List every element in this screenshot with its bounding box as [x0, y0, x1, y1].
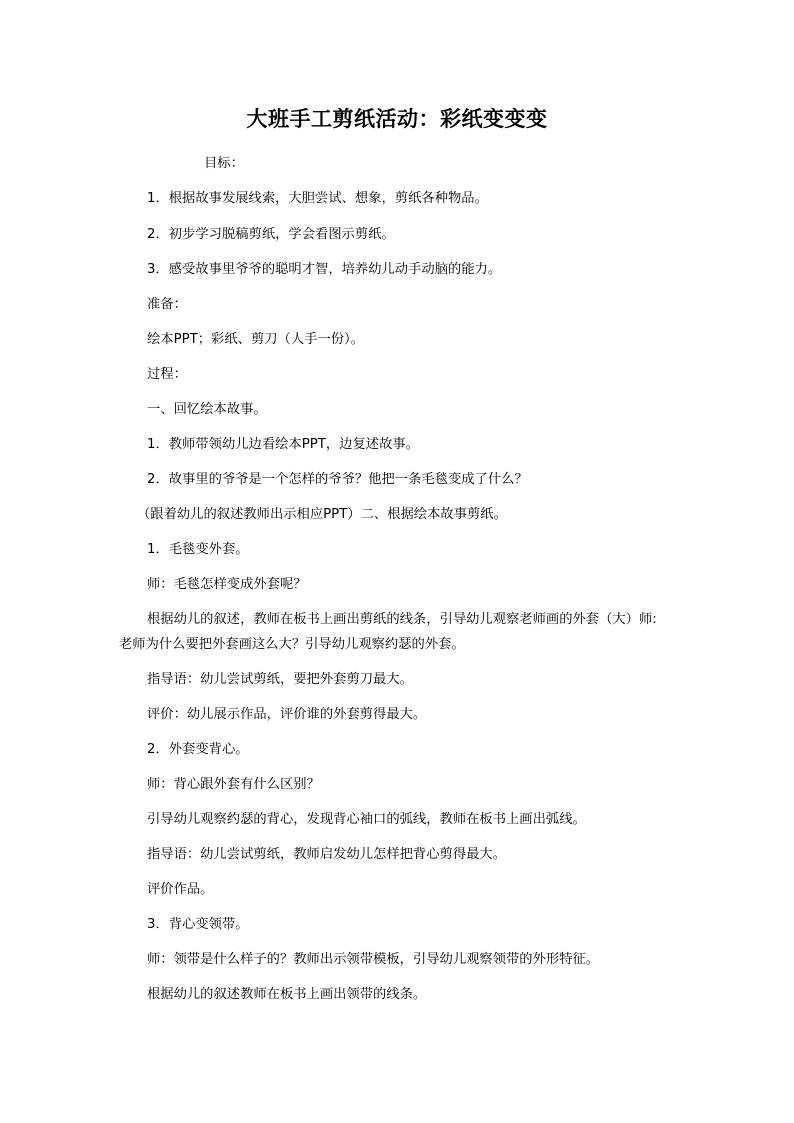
paragraph: 根据幼儿的叙述教师在板书上画出领带的线条。: [147, 987, 427, 1002]
paragraph: 师：领带是什么样子的？教师出示领带模板，引导幼儿观察领带的外形特征。: [147, 952, 600, 967]
paragraph: 评价作品。: [147, 882, 214, 897]
paragraph: 指导语：幼儿尝试剪纸，教师启发幼儿怎样把背心剪得最大。: [147, 847, 507, 862]
paragraph: 指导语：幼儿尝试剪纸，要把外套剪刀最大。: [147, 672, 413, 687]
paragraph: 评价：幼儿展示作品，评价谁的外套剪得最大。: [147, 707, 427, 722]
document-title: 大班手工剪纸活动：彩纸变变变: [246, 106, 548, 131]
paragraph: 2．故事里的爷爷是一个怎样的爷爷？他把一条毛毯变成了什么？: [147, 472, 528, 487]
goal-item-1: 1．根据故事发展线索，大胆尝试、想象，剪纸各种物品。: [147, 191, 488, 206]
process-step-heading-1: 一、回忆绘本故事。: [147, 402, 267, 417]
paragraph: 老师为什么要把外套画这么大？引导幼儿观察约瑟的外套。: [119, 637, 465, 652]
section-heading-preparation: 准备：: [147, 297, 187, 312]
paragraph: 2．外套变背心。: [147, 742, 249, 757]
paragraph: 师：背心跟外套有什么区别？: [147, 777, 320, 792]
goal-item-3: 3．感受故事里爷爷的聪明才智，培养幼儿动手动脑的能力。: [147, 262, 502, 277]
section-heading-process: 过程：: [147, 367, 187, 382]
paragraph: 引导幼儿观察约瑟的背心，发现背心袖口的弧线，教师在板书上画出弧线。: [147, 812, 586, 827]
section-heading-goals: 目标：: [204, 156, 244, 171]
paragraph: 1．教师带领幼儿边看绘本PPT，边复述故事。: [147, 437, 419, 452]
goal-item-2: 2．初步学习脱稿剪纸，学会看图示剪纸。: [147, 227, 395, 242]
paragraph: 师：毛毯怎样变成外套呢？: [147, 577, 307, 592]
paragraph: （跟着幼儿的叙述教师出示相应PPT）二、根据绘本故事剪纸。: [137, 507, 507, 522]
paragraph: 根据幼儿的叙述，教师在板书上画出剪纸的线条，引导幼儿观察老师画的外套（大）师:: [147, 612, 657, 627]
paragraph: 1．毛毯变外套。: [147, 542, 249, 557]
preparation-text: 绘本PPT；彩纸、剪刀（人手一份）。: [147, 332, 364, 347]
paragraph: 3．背心变领带。: [147, 917, 249, 932]
